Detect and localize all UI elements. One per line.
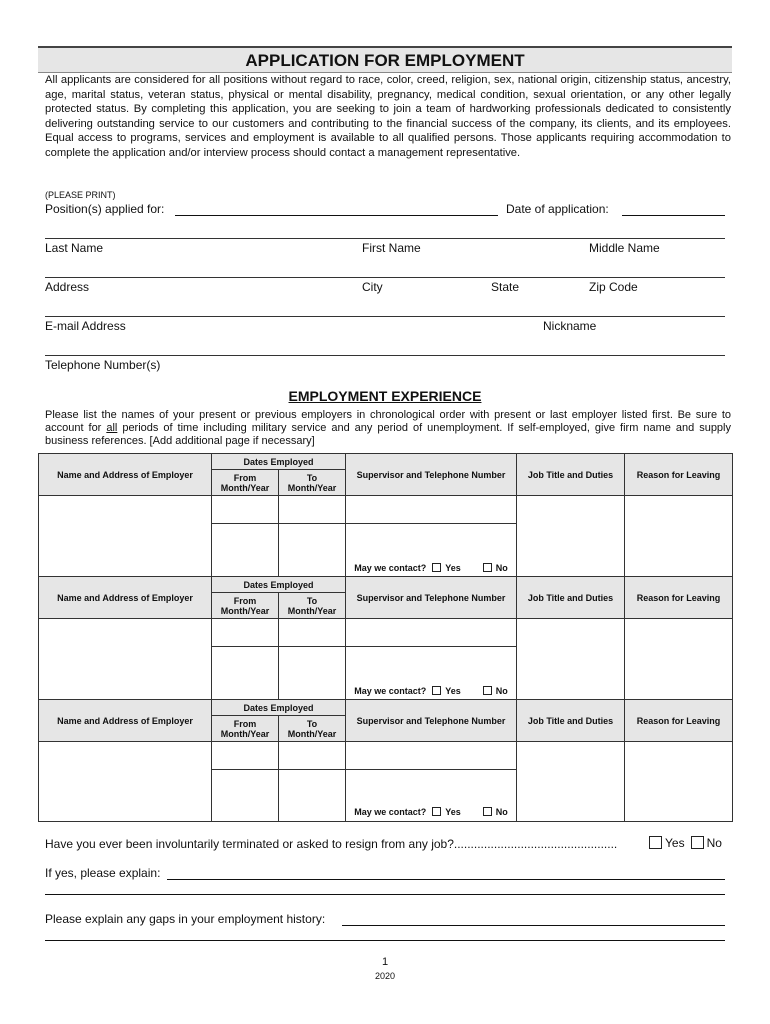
first-name-label: First Name	[362, 241, 421, 255]
dates-header: Dates Employed	[212, 454, 346, 470]
to-cell-2[interactable]	[279, 647, 346, 701]
to-header: To Month/Year	[279, 593, 346, 619]
gaps-label: Please explain any gaps in your employment history:	[45, 912, 326, 926]
contact-no-checkbox[interactable]	[483, 807, 492, 816]
explain-label: If yes, please explain:	[45, 866, 161, 880]
job-cell[interactable]	[517, 619, 625, 701]
contact-cell: May we contact? Yes No	[346, 647, 517, 701]
contact-yes-checkbox[interactable]	[432, 686, 441, 695]
nickname-label: Nickname	[543, 319, 597, 333]
section-title: EMPLOYMENT EXPERIENCE	[288, 388, 482, 404]
terminated-no-checkbox[interactable]	[691, 836, 704, 849]
terminated-question: Have you ever been involuntarily terminated or asked to resign from any job?.................................................	[45, 837, 618, 851]
contact-cell: May we contact? Yes No	[346, 524, 517, 578]
employer-header: Name and Address of Employer	[39, 454, 212, 496]
from-cell[interactable]	[212, 742, 279, 770]
employer-cell[interactable]	[39, 619, 212, 701]
reason-cell[interactable]	[625, 742, 733, 822]
to-header: To Month/Year	[279, 716, 346, 742]
last-name-label: Last Name	[45, 241, 104, 255]
name-field-line[interactable]	[45, 238, 725, 239]
from-cell[interactable]	[212, 496, 279, 524]
page-number: 1	[381, 956, 389, 968]
supervisor-header: Supervisor and Telephone Number	[346, 454, 517, 496]
telephone-label: Telephone Number(s)	[45, 358, 161, 372]
telephone-field-line[interactable]	[45, 355, 725, 356]
supervisor-cell[interactable]	[346, 742, 517, 770]
job-cell[interactable]	[517, 742, 625, 822]
reason-header: Reason for Leaving	[625, 454, 733, 496]
from-header: From Month/Year	[212, 593, 279, 619]
to-cell[interactable]	[279, 496, 346, 524]
position-field[interactable]	[175, 215, 498, 216]
job-header: Job Title and Duties	[517, 577, 625, 619]
email-field-line[interactable]	[45, 316, 725, 317]
job-cell[interactable]	[517, 496, 625, 578]
address-label: Address	[45, 280, 90, 294]
from-cell-2[interactable]	[212, 647, 279, 701]
terminated-yes-checkbox[interactable]	[649, 836, 662, 849]
intro-paragraph: All applicants are considered for all positions without regard to race, color, creed, religion, sex, national origin, citizenship status, ancestry, age, marital status, veteran status, physical or mental disability, pregnancy, medical condition, sexual orientation, or any other legally protected status. By completing this application, you are seeking to join a team of hardworking professionals dedicated to consistently delivering outstanding service to our customers and contributing to the financial success of the company, its clients, and its employees. Equal access to programs, services and employment is available to all qualified persons. Those applicants requiring accommodation to complete the application and/or interview process should contact a management representative.	[45, 74, 731, 159]
contact-yes-checkbox[interactable]	[432, 563, 441, 572]
date-field[interactable]	[622, 215, 725, 216]
gaps-field-2[interactable]	[45, 940, 725, 941]
reason-cell[interactable]	[625, 619, 733, 701]
employer-cell[interactable]	[39, 496, 212, 578]
supervisor-header: Supervisor and Telephone Number	[346, 577, 517, 619]
employer-cell[interactable]	[39, 742, 212, 822]
email-label: E-mail Address	[45, 319, 126, 333]
explain-field[interactable]	[167, 879, 725, 880]
from-header: From Month/Year	[212, 470, 279, 496]
employment-table-2	[38, 576, 733, 701]
gaps-field[interactable]	[342, 925, 725, 926]
from-cell-2[interactable]	[212, 524, 279, 578]
to-cell-2[interactable]	[279, 770, 346, 822]
state-label: State	[491, 280, 520, 294]
supervisor-cell[interactable]	[346, 496, 517, 524]
to-cell[interactable]	[279, 742, 346, 770]
middle-name-label: Middle Name	[589, 241, 660, 255]
to-cell[interactable]	[279, 619, 346, 647]
reason-cell[interactable]	[625, 496, 733, 578]
from-cell-2[interactable]	[212, 770, 279, 822]
page-title: APPLICATION FOR EMPLOYMENT	[38, 46, 732, 73]
contact-yes-checkbox[interactable]	[432, 807, 441, 816]
position-label: Position(s) applied for:	[45, 202, 165, 216]
contact-no-checkbox[interactable]	[483, 563, 492, 572]
to-cell-2[interactable]	[279, 524, 346, 578]
from-cell[interactable]	[212, 619, 279, 647]
zip-label: Zip Code	[589, 280, 638, 294]
supervisor-cell[interactable]	[346, 619, 517, 647]
address-field-line[interactable]	[45, 277, 725, 278]
explain-field-2[interactable]	[45, 894, 725, 895]
please-print-note: (PLEASE PRINT)	[45, 190, 116, 200]
dates-header: Dates Employed	[212, 577, 346, 593]
from-header: From Month/Year	[212, 716, 279, 742]
to-header: To Month/Year	[279, 470, 346, 496]
employment-table-1	[38, 453, 733, 578]
employer-header: Name and Address of Employer	[39, 577, 212, 619]
reason-header: Reason for Leaving	[625, 700, 733, 742]
supervisor-header: Supervisor and Telephone Number	[346, 700, 517, 742]
reason-header: Reason for Leaving	[625, 577, 733, 619]
employment-table-3	[38, 699, 733, 822]
dates-header: Dates Employed	[212, 700, 346, 716]
form-year: 2020	[374, 971, 396, 981]
contact-no-checkbox[interactable]	[483, 686, 492, 695]
date-label: Date of application:	[506, 202, 609, 216]
contact-cell: May we contact? Yes No	[346, 770, 517, 822]
job-header: Job Title and Duties	[517, 700, 625, 742]
instructions: Please list the names of your present or previous employers in chronological order with present or last employer listed first. Be sure to account for all periods of time including military service and any period of unemployment. If self-employed, give firm name and supply business references. [Add additional page if necessary]	[45, 409, 731, 447]
city-label: City	[362, 280, 383, 294]
job-header: Job Title and Duties	[517, 454, 625, 496]
employer-header: Name and Address of Employer	[39, 700, 212, 742]
terminated-options: Yes No	[645, 836, 722, 850]
